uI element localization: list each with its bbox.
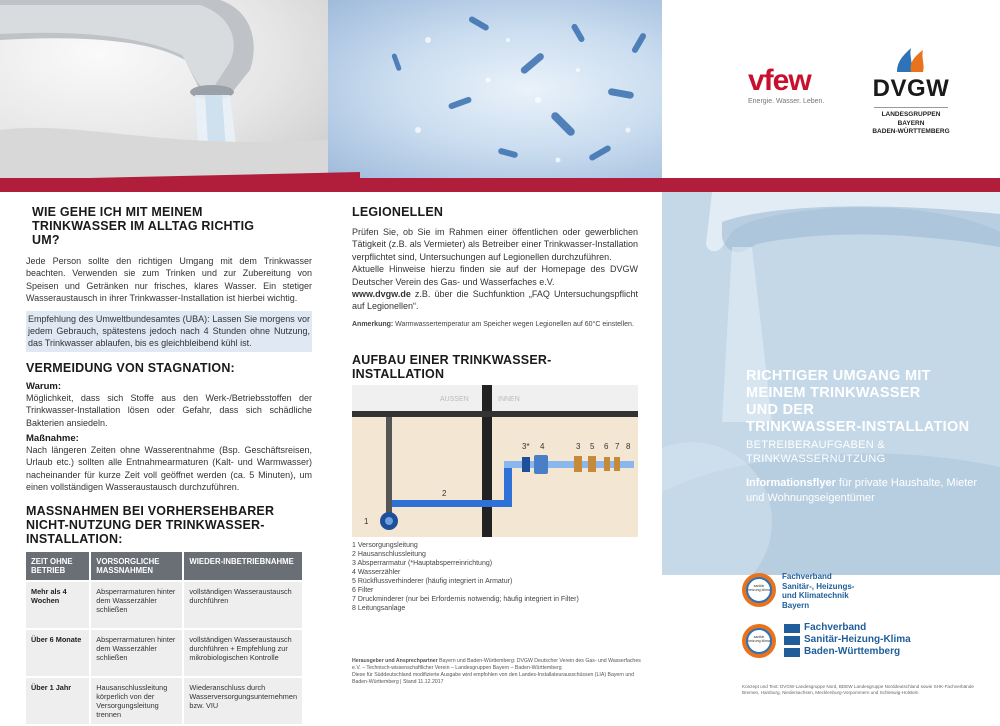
dvgw-line-3: BADEN-WÜRTTEMBERG (872, 128, 950, 135)
cover-panel (662, 192, 1000, 575)
table-row (26, 678, 302, 724)
table-cell: vollständigen Wasseraustausch durchführen + Empfehlung zur mikrobiologischen Kontrolle (184, 630, 302, 676)
title-line: MEINEM TRINKWASSER (746, 385, 921, 401)
imprint-text-2: Diese für Süddeutschland modifizierte Ausgabe wird empfohlen von den Landes-Installateurausschüssen (LIA) Bayern und Baden-Württemberg | Stand 11.12.2017 (352, 672, 635, 685)
table-header: WIEDER-INBETRIEBNAHME (184, 552, 302, 580)
legend-item: 7 Druckminderer (nur bei Erfordernis notwendig; häufig integriert in Filter) (352, 596, 579, 603)
website-rest: z.B. über die Suchfunktion „FAQ Untersuchungspflicht auf Legionellen“. (352, 289, 638, 312)
credit-text: Konzept und Text: DVGW-Landesgruppe Nord, BDEW Landesgruppe Norddeutschland sowie SHK-Fachverbände Bremen, Hamburg, Niedersachsen, Mecklenburg-Vorpommern und Schleswig-Holstein (742, 684, 974, 695)
anmerkung (352, 320, 638, 329)
bacteria-microscope-photo (328, 0, 662, 178)
legionellen-heading: LEGIONELLEN (352, 205, 444, 219)
faucet-photo (0, 0, 328, 178)
main-question-heading: WIE GEHE ICH MIT MEINEM TRINKWASSER IM ALLTAG RICHTIG UM? (32, 205, 255, 247)
shk-badge-text: sanitär heizung klima (748, 584, 770, 592)
legend-item: 4 Wasserzähler (352, 569, 401, 576)
diagram-label-7: 7 (615, 442, 620, 451)
title-line: UND DER (746, 402, 815, 418)
lion-icons (784, 624, 800, 657)
diagram-label-3star: 3* (522, 442, 530, 451)
fv-bayern-line: Bayern (782, 600, 810, 610)
massnahme-text: Nach längeren Zeiten ohne Wasserentnahme (Bsp. Geschäftsreisen, Urlaub etc.) sollten alle Entnahmearmaturen (Kalt- und Warmwasser) nacheinander für kurze Zeit voll geöffnet werden (ca. 5 Minuten), um einen vollständigen Wasseraustausch durchzuführen. (26, 445, 312, 493)
fachverband-bw-logo (742, 622, 962, 664)
table-header: VORSORGLICHE MASSNAHMEN (91, 552, 182, 580)
dvgw-wordmark: DVGW (872, 75, 950, 102)
table-cell: Wiederanschluss durch Wasserversorgungsunternehmen bzw. VIU (184, 678, 302, 724)
legend-item: 1 Versorgungsleitung (352, 542, 418, 549)
table-cell: Über 6 Monate (26, 630, 89, 676)
diagram-label-5: 5 (590, 442, 595, 451)
massnahmen-heading: MASSNAHMEN BEI VORHERSEHBARER NICHT-NUTZUNG DER TRINKWASSER-INSTALLATION: (26, 503, 275, 546)
subtitle-line: TRINKWASSERNUTZUNG (746, 452, 886, 465)
table-row (26, 582, 302, 628)
imprint (352, 658, 644, 686)
massnahme-label: Maßnahme: (26, 433, 79, 445)
stagnation-heading: VERMEIDUNG VON STAGNATION: (26, 360, 235, 375)
legend-item: 5 Rückflussverhinderer (häufig integriert in Armatur) (352, 578, 513, 585)
vfew-logo (748, 66, 824, 105)
shk-badge-text: sanitär heizung klima (748, 635, 770, 643)
diagram-label-2: 2 (442, 489, 447, 498)
dvgw-flame-icon (891, 46, 931, 72)
title-line: TRINKWASSER-INSTALLATION (746, 419, 970, 435)
fv-bayern-line: Fachverband (782, 572, 832, 581)
title-line: RICHTIGER UMGANG MIT (746, 368, 931, 384)
info-rest: für private Haushalte, Mieter und Wohnungseigentümer (746, 477, 978, 504)
website-link[interactable]: www.dvgw.de (352, 289, 411, 300)
shk-badge-icon (742, 624, 776, 658)
table-header-row (26, 552, 302, 580)
legionellen-text: Prüfen Sie, ob Sie im Rahmen einer öffentlichen oder gewerblichen Tätigkeit (z.B. als Vermieter) als Betreiber einer Trinkwasser-Installation verpflichtet sind, Untersuchungen auf Legionellen durchzuführen. (352, 227, 638, 262)
column-left (26, 205, 312, 726)
table-row (26, 630, 302, 676)
table-cell: Absperrarmaturen hinter dem Wasserzähler schließen (91, 630, 182, 676)
warum-text: Möglichkeit, dass sich Stoffe aus den Werk-/Betriebsstoffen der Trinkwasser-Installation lösen oder Gefahr, dass sich schädliche Bakterien ansiedeln. (26, 392, 312, 428)
imprint-bold: Herausgeber und Ansprechpartner (352, 658, 438, 664)
dvgw-line-1: LANDESGRUPPEN (881, 111, 941, 118)
table-cell: Absperrarmaturen hinter dem Wasserzähler schließen (91, 582, 182, 628)
info-bold: Informationsflyer (746, 477, 836, 489)
uba-note: Empfehlung des Umweltbundesamtes (UBA): Lassen Sie morgens vor jedem Gebrauch, spätestens jedoch nach 4 Stunden ohne Nutzung, das Trinkwasser ablaufen, bis es gleichbleibend kühl ist. (26, 311, 312, 352)
imprint-text: Bayern und Baden-Württemberg: DVGW Deutscher Verein des Gas- und Wasserfaches e.V. – Technisch-wissenschaftlicher Verein – Landesgruppen Bayern – Baden-Württemberg (352, 658, 641, 671)
website-text (352, 288, 638, 313)
table-cell: Mehr als 4 Wochen (26, 582, 89, 628)
diagram-label-8: 8 (626, 442, 631, 451)
table-cell: Hausanschlussleitung körperlich von der Versorgungsleitung trennen (91, 678, 182, 724)
intro-paragraph: Jede Person sollte den richtigen Umgang mit dem Trinkwasser beachten. Verwenden sie zum Trinken und zur Zubereitung von Speisen und Getränken nur frisches, klares Wasser. Ein stetiger Wasseraustausch in ihrer Trinkwasser-Installation ist hierbei wichtig. (26, 256, 312, 304)
info-text (746, 476, 986, 506)
subtitle-line: BETREIBERAUFGABEN & (746, 439, 885, 451)
legend-item: 3 Absperrarmatur (*Hauptabsperreinrichtung) (352, 560, 493, 567)
vfew-wordmark: vfew (748, 64, 811, 97)
dvgw-line-2: BAYERN (897, 119, 925, 127)
fv-bw-line: Fachverband (804, 622, 867, 633)
anmerkung-label: Anmerkung: (352, 320, 394, 328)
aufbau-heading: AUFBAU EINER TRINKWASSER-INSTALLATION (352, 352, 552, 381)
table-cell: vollständigen Wasseraustausch durchführen (184, 582, 302, 628)
diagram-legend (352, 541, 642, 613)
installation-diagram (352, 385, 638, 537)
fv-bayern-line: und Klimatechnik (782, 591, 849, 600)
fachverband-bayern-logo (742, 571, 942, 611)
vfew-tagline: Energie. Wasser. Leben. (748, 98, 825, 105)
cover-title (746, 368, 986, 506)
table-header: ZEIT OHNE BETRIEB (26, 552, 89, 580)
anmerkung-text: Warmwassertemperatur am Speicher wegen Legionellen auf 60°C einstellen. (393, 320, 634, 328)
legend-item: 2 Hausanschlussleitung (352, 551, 426, 558)
fv-bw-line: Baden-Württemberg (804, 646, 901, 657)
legend-item: 6 Filter (352, 587, 374, 594)
hinweise-text: Aktuelle Hinweise hierzu finden sie auf der Homepage des DVGW Deutscher Verein des Gas- und Wasserfaches e.V. (352, 264, 638, 287)
diagram-label-3: 3 (576, 442, 581, 451)
diagram-label-1: 1 (364, 517, 369, 526)
shk-badge-icon (742, 573, 776, 607)
diagram-label-4: 4 (540, 442, 545, 451)
dvgw-logo (868, 46, 954, 137)
fv-bw-line: Sanitär-Heizung-Klima (804, 634, 911, 645)
diagram-label-aussen: AUSSEN (440, 396, 469, 403)
measures-table (24, 550, 304, 726)
diagram-label-6: 6 (604, 442, 609, 451)
table-cell: Über 1 Jahr (26, 678, 89, 724)
column-middle (352, 205, 641, 685)
legend-item: 8 Leitungsanlage (352, 605, 406, 612)
logo-area (662, 0, 1000, 178)
warum-label: Warum: (26, 380, 62, 392)
red-band (0, 178, 1000, 192)
fv-bayern-line: Sanitär-, Heizungs- (782, 581, 855, 591)
diagram-label-innen: INNEN (498, 396, 520, 403)
